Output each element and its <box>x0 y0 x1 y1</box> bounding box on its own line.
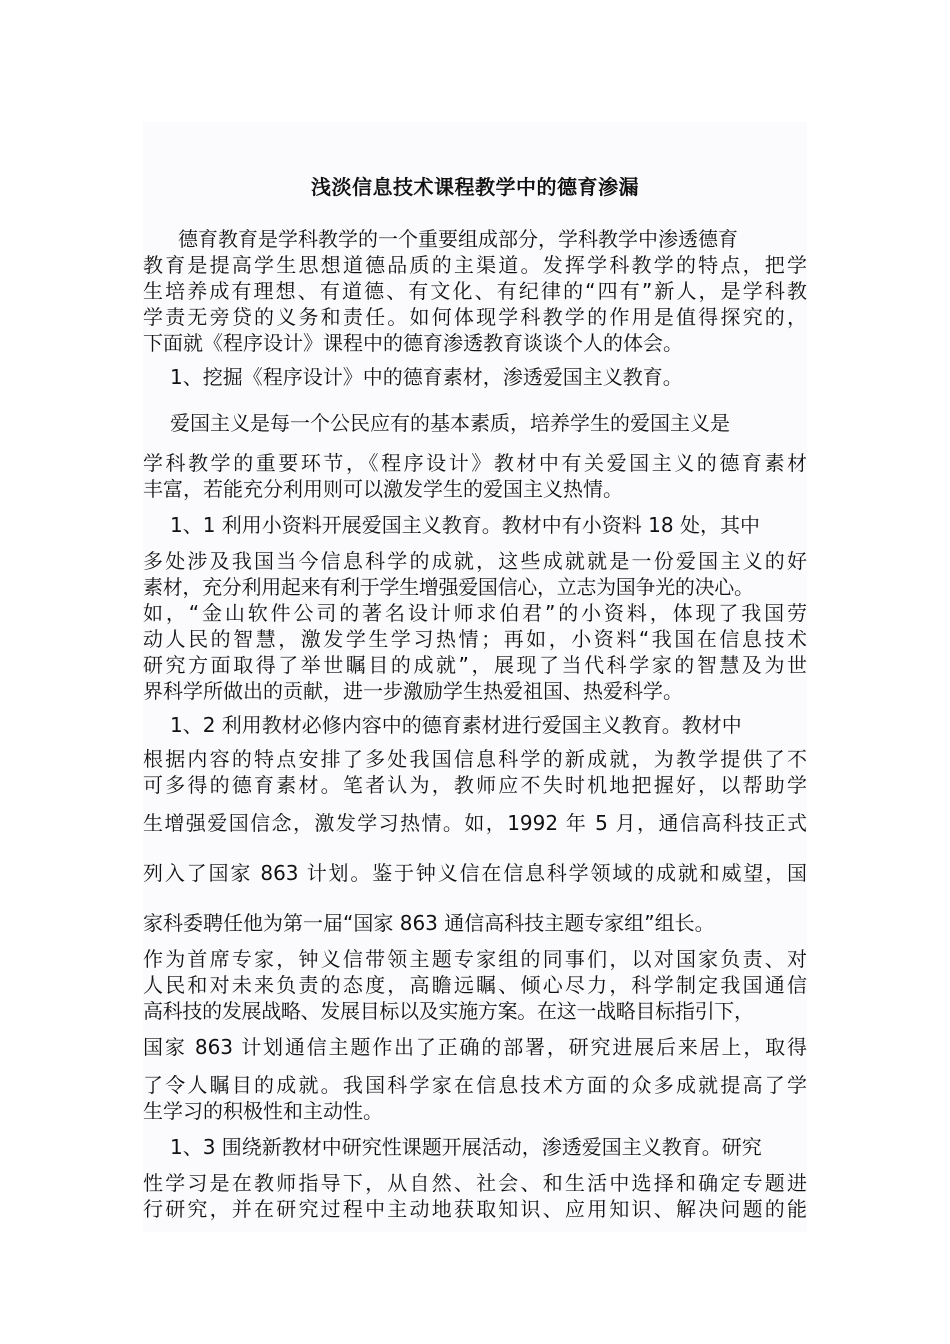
text-line: 学责无旁贷的义务和责任。如何体现学科教学的作用是值得探究的， <box>143 305 807 329</box>
document-title: 浅淡信息技术课程教学中的德育渗漏 <box>311 175 639 199</box>
text-line: 国家 863 计划通信主题作出了正确的部署，研究进展后来居上，取得 <box>143 1035 807 1059</box>
text-line: 丰富，若能充分利用则可以激发学生的爱国主义热情。 <box>143 477 623 501</box>
subsection-heading: 1、3 围绕新教材中研究性课题开展活动，渗透爱国主义教育。研究 <box>170 1135 762 1159</box>
text-line: 列入了国家 863 计划。鉴于钟义信在信息科学领域的成就和威望，国 <box>143 861 807 885</box>
text-line: 研究方面取得了举世瞩目的成就”，展现了当代科学家的智慧及为世 <box>143 653 807 677</box>
text-line: 家科委聘任他为第一届“国家 863 通信高科技主题专家组”组长。 <box>143 911 715 935</box>
text-line: 如，“金山软件公司的著名设计师求伯君”的小资料，体现了我国劳 <box>143 601 807 625</box>
text-line: 下面就《程序设计》课程中的德育渗透教育谈谈个人的体会。 <box>143 331 683 355</box>
text-line: 界科学所做出的贡献，进一步激励学生热爱祖国、热爱科学。 <box>143 679 683 703</box>
text-line: 爱国主义是每一个公民应有的基本素质，培养学生的爱国主义是 <box>170 411 730 435</box>
text-line: 学科教学的重要环节，《程序设计》教材中有关爱国主义的德育素材 <box>143 451 807 475</box>
text-line: 根据内容的特点安排了多处我国信息科学的新成就，为教学提供了不 <box>143 747 807 771</box>
text-line: 可多得的德育素材。笔者认为，教师应不失时机地把握好，以帮助学 <box>143 773 807 797</box>
text-line: 德育教育是学科教学的一个重要组成部分，学科教学中渗透德育 <box>178 227 738 251</box>
section-heading: 1、挖掘《程序设计》中的德育素材，渗透爱国主义教育。 <box>170 365 683 389</box>
subsection-heading: 1、2 利用教材必修内容中的德育素材进行爱国主义教育。教材中 <box>170 713 742 737</box>
text-line: 作为首席专家，钟义信带领主题专家组的同事们，以对国家负责、对 <box>143 947 807 971</box>
text-line: 生培养成有理想、有道德、有文化、有纪律的“四有”新人，是学科教 <box>143 279 807 303</box>
subsection-heading: 1、1 利用小资料开展爱国主义教育。教材中有小资料 18 处，其中 <box>170 513 760 537</box>
text-line: 素材，充分利用起来有利于学生增强爱国信心，立志为国争光的决心。 <box>143 575 754 599</box>
text-line: 人民和对未来负责的态度，高瞻远瞩、倾心尽力，科学制定我国通信 <box>143 973 807 997</box>
text-line: 动人民的智慧，激发学生学习热情；再如，小资料“我国在信息技术 <box>143 627 807 651</box>
text-line: 行研究，并在研究过程中主动地获取知识、应用知识、解决问题的能 <box>143 1197 807 1221</box>
text-line: 多处涉及我国当今信息科学的成就，这些成就就是一份爱国主义的好 <box>143 549 807 573</box>
text-line: 生增强爱国信念，激发学习热情。如，1992 年 5 月，通信高科技正式 <box>143 811 807 835</box>
text-line: 教育是提高学生思想道德品质的主渠道。发挥学科教学的特点，把学 <box>143 253 807 277</box>
text-line: 高科技的发展战略、发展目标以及实施方案。在这一战略目标指引下， <box>143 999 754 1023</box>
text-line: 生学习的积极性和主动性。 <box>143 1099 383 1123</box>
text-line: 了令人瞩目的成就。我国科学家在信息技术方面的众多成就提高了学 <box>143 1073 807 1097</box>
text-line: 性学习是在教师指导下，从自然、社会、和生活中选择和确定专题进 <box>143 1171 807 1195</box>
